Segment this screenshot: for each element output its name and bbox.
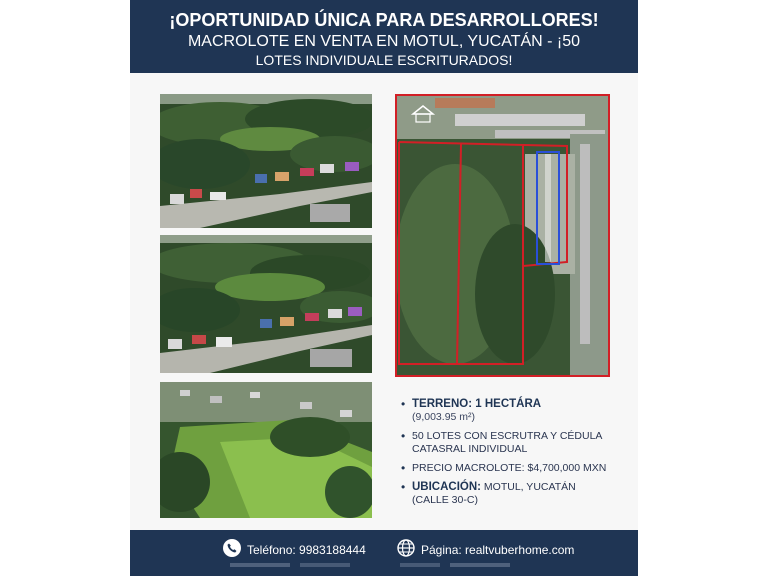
website-contact[interactable] [397,539,574,560]
lotes-line2: CATASRAL INDIVIDUAL [412,443,528,455]
flyer-subtitle-2: LOTES INDIVIDUALE ESCRITURADOS! [255,52,513,68]
contact-footer [130,530,638,576]
listing-flyer [130,0,638,576]
detail-ubicacion [400,481,630,507]
aerial-photo-3 [160,382,372,518]
lotes-line1: • 50 LOTES CON ESCRUTRA Y CÉDULA [412,430,603,442]
property-details [400,398,630,513]
blurred-text-strip [230,560,520,570]
terreno-label: • TERRENO: 1 HECTÁRA [412,398,542,410]
globe-icon [397,539,421,560]
phone-text: Teléfono: 9983188444 [247,542,366,557]
flyer-subtitle: MACROLOTE EN VENTA EN MOTUL, YUCATÁN - ¡50 [187,33,581,50]
ubicacion-label: UBICACIÓN: [412,481,481,493]
phone-contact[interactable] [223,539,366,560]
ubicacion-value: MOTUL, YUCATÁN [481,481,576,493]
flyer-title: ¡OPORTUNIDAD ÚNICA PARA DESARROLLORES! [169,10,599,30]
phone-icon [223,539,247,560]
precio-text: • PRECIO MACROLOTE: $4,700,000 MXN [412,462,607,474]
aerial-photo-2 [160,235,372,373]
detail-precio [400,462,630,475]
ubicacion-sub: (CALLE 30-C) [412,494,478,506]
detail-terreno [400,398,630,424]
detail-lotes [400,430,630,456]
website-text: Página: realtvuberhome.com [421,542,575,557]
aerial-lot-map [395,94,610,377]
header-banner [130,0,638,73]
aerial-photo-1 [160,94,372,228]
terreno-area: (9,003.95 m²) [412,411,476,423]
